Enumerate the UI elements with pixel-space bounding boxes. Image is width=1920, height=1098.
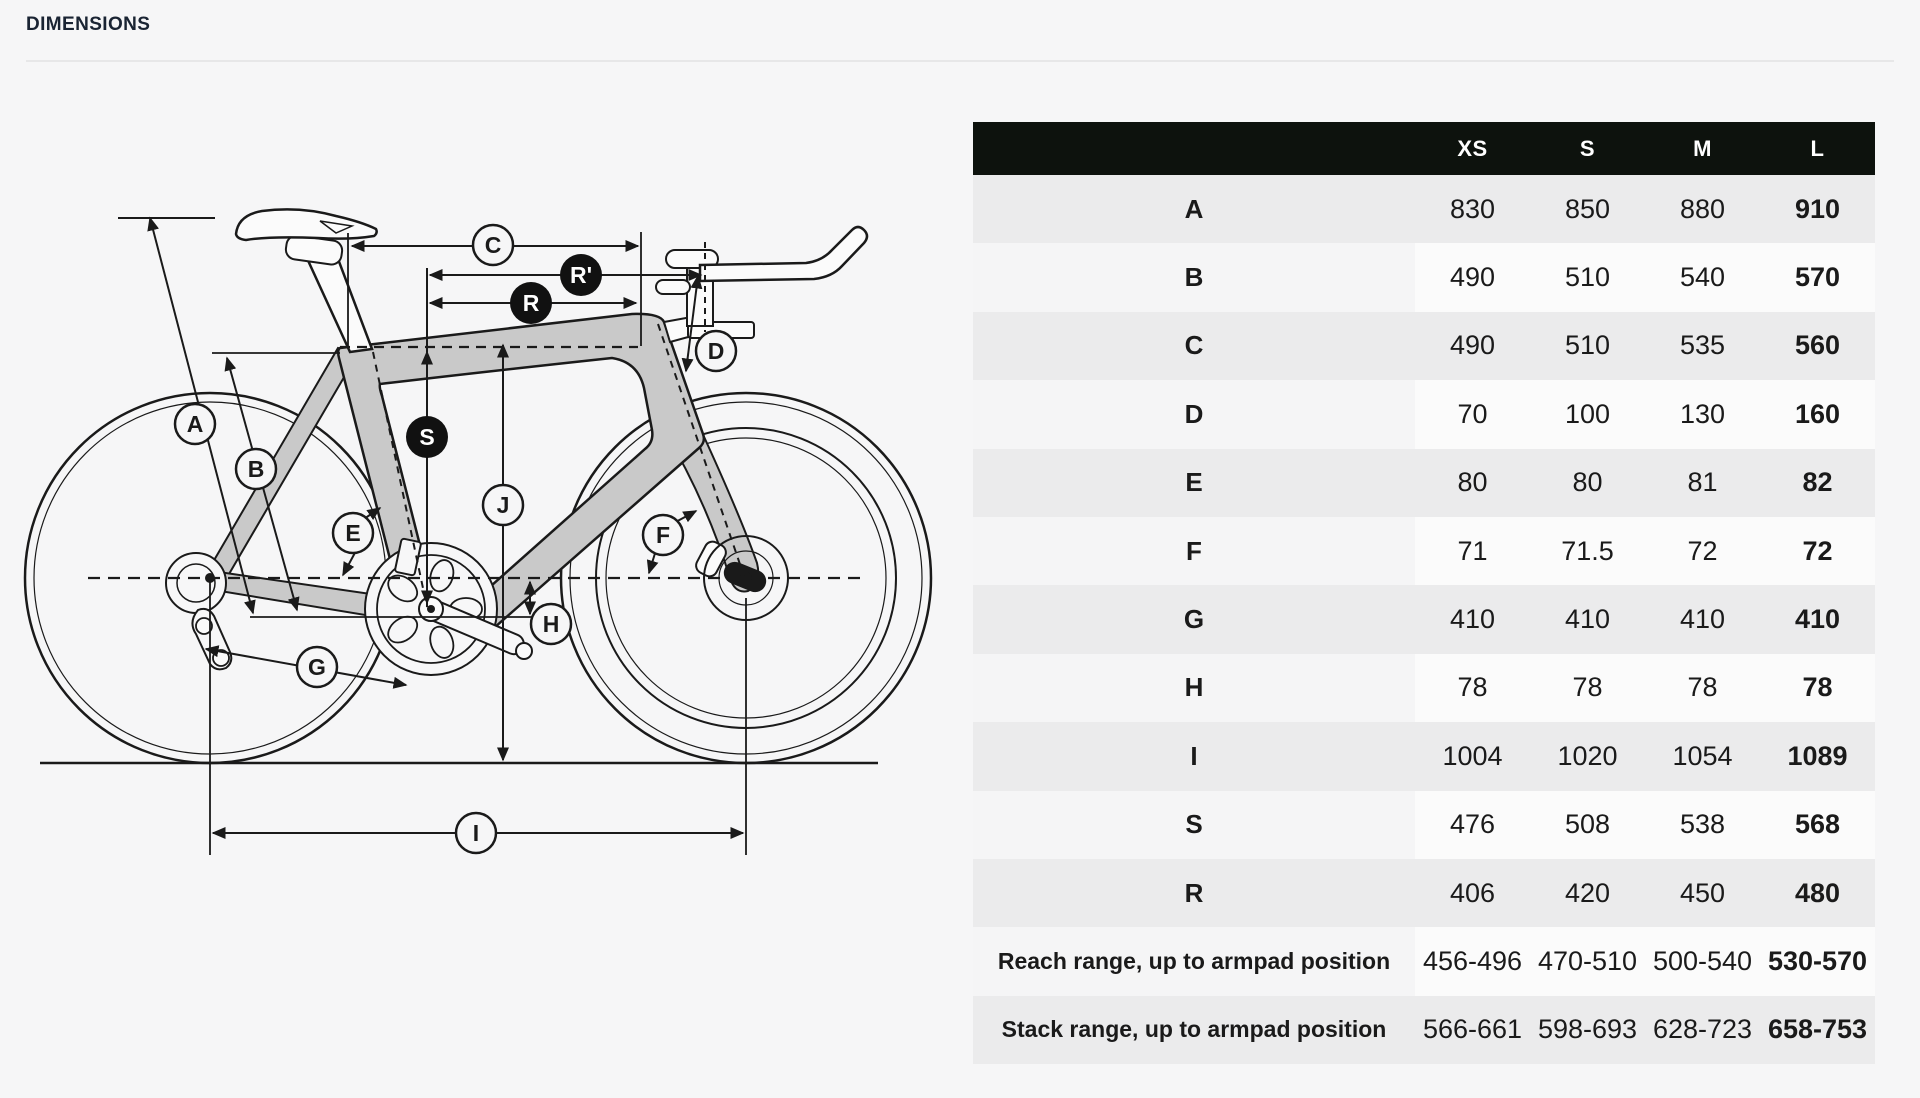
saddle [236, 209, 377, 240]
cell-L: 560 [1794, 330, 1841, 361]
cell-L: 658-753 [1767, 1014, 1868, 1045]
cell-M: 880 [1679, 193, 1726, 224]
svg-text:I: I [472, 820, 480, 846]
row-label: E [1185, 467, 1203, 498]
row-label: F [973, 517, 1415, 585]
badge-D [696, 331, 736, 371]
cell-L: 82 [1802, 467, 1833, 498]
svg-text:F: F [655, 522, 671, 548]
cell-S: 78 [1572, 672, 1603, 703]
cell-XS: 566-661 [1422, 1014, 1523, 1045]
cell-S: 850 [1564, 193, 1611, 224]
size-table-body [973, 175, 1875, 1064]
cell-L: 910 [1794, 193, 1841, 224]
cell-M: 450 [1679, 877, 1726, 908]
table-row [973, 380, 1875, 448]
cell-L: 570 [1794, 262, 1841, 293]
svg-text:S: S [419, 424, 435, 450]
size-header-row [973, 122, 1875, 175]
table-row [973, 175, 1875, 243]
badge-I [456, 813, 496, 853]
cell-S: 510 [1564, 330, 1611, 361]
row-label: Reach range, up to armpad position [973, 927, 1415, 995]
badge-H [531, 604, 571, 644]
cell-M: 628-723 [1652, 1014, 1753, 1045]
seatpost [285, 234, 372, 352]
aero-extension [700, 227, 867, 281]
cell-XS: 830 [1449, 193, 1496, 224]
cell-S: 508 [1564, 809, 1611, 840]
cell-S: 510 [1564, 262, 1611, 293]
row-label: I [1190, 740, 1198, 771]
cell-L: 480 [1794, 877, 1841, 908]
table-row [973, 722, 1875, 790]
cell-S: 598-693 [1537, 1014, 1638, 1045]
table-row [973, 312, 1875, 380]
badge-B [236, 449, 276, 489]
row-label: H [973, 654, 1415, 722]
geometry-table [973, 122, 1875, 1064]
svg-text:J: J [496, 492, 510, 518]
cell-S: 71.5 [1561, 535, 1614, 566]
badge-S [406, 416, 448, 458]
svg-text:H: H [542, 611, 560, 637]
cell-L: 530-570 [1767, 945, 1868, 976]
table-row [973, 243, 1875, 311]
cell-XS: 80 [1457, 467, 1488, 498]
table-row [973, 449, 1875, 517]
cell-M: 78 [1687, 672, 1718, 703]
cell-M: 535 [1679, 330, 1726, 361]
cell-M: 81 [1687, 467, 1718, 498]
badge-R [510, 282, 552, 324]
cell-XS: 70 [1457, 398, 1488, 429]
cell-M: 538 [1679, 809, 1726, 840]
cell-XS: 406 [1449, 877, 1496, 908]
size-col-xs: XS [1457, 135, 1488, 161]
cell-XS: 456-496 [1422, 945, 1523, 976]
badge-A [175, 404, 215, 444]
badge-E [333, 513, 373, 553]
svg-text:C: C [484, 232, 502, 258]
cell-M: 72 [1687, 535, 1718, 566]
svg-text:D: D [707, 338, 725, 364]
cell-M: 1054 [1672, 740, 1733, 771]
table-row [973, 927, 1875, 995]
header-spacer [973, 122, 1415, 175]
row-label: A [1184, 193, 1204, 224]
table-row [973, 585, 1875, 653]
table-row [973, 654, 1875, 722]
cell-S: 80 [1572, 467, 1603, 498]
cell-L: 72 [1802, 535, 1833, 566]
row-label: G [1183, 604, 1205, 635]
badge-R-prime [560, 254, 602, 296]
badge-G [297, 647, 337, 687]
svg-text:G: G [308, 654, 326, 680]
cell-XS: 78 [1457, 672, 1488, 703]
row-label: S [973, 791, 1415, 859]
cell-S: 410 [1564, 604, 1611, 635]
row-label: C [1184, 330, 1204, 361]
badge-J [483, 485, 523, 525]
cell-S: 470-510 [1537, 945, 1638, 976]
size-col-m: M [1693, 135, 1712, 161]
svg-text:R': R' [569, 262, 593, 288]
size-col-s: S [1579, 135, 1596, 161]
badge-F [643, 515, 683, 555]
badge-C [473, 225, 513, 265]
cell-M: 130 [1679, 398, 1726, 429]
row-label: D [973, 380, 1415, 448]
table-row [973, 859, 1875, 927]
cell-L: 160 [1794, 398, 1841, 429]
cell-S: 420 [1564, 877, 1611, 908]
cell-L: 78 [1802, 672, 1833, 703]
svg-text:R: R [522, 290, 540, 316]
cell-XS: 490 [1449, 262, 1496, 293]
cell-L: 568 [1794, 809, 1841, 840]
cell-M: 410 [1679, 604, 1726, 635]
page-title: DIMENSIONS [26, 14, 151, 35]
row-label: R [1184, 877, 1204, 908]
table-row [973, 791, 1875, 859]
size-col-l: L [1810, 135, 1825, 161]
cell-XS: 476 [1449, 809, 1496, 840]
cell-L: 410 [1794, 604, 1841, 635]
cell-S: 1020 [1557, 740, 1618, 771]
cell-M: 540 [1679, 262, 1726, 293]
svg-text:E: E [345, 520, 361, 546]
cell-XS: 410 [1449, 604, 1496, 635]
cell-M: 500-540 [1652, 945, 1753, 976]
svg-text:B: B [247, 456, 265, 482]
cell-XS: 1004 [1442, 740, 1503, 771]
row-label: Stack range, up to armpad position [1001, 1016, 1387, 1043]
cell-XS: 71 [1457, 535, 1488, 566]
cell-S: 100 [1564, 398, 1611, 429]
cell-L: 1089 [1787, 740, 1848, 771]
table-row [973, 996, 1875, 1064]
row-label: B [973, 243, 1415, 311]
svg-text:A: A [186, 411, 204, 437]
cell-XS: 490 [1449, 330, 1496, 361]
table-row [973, 517, 1875, 585]
